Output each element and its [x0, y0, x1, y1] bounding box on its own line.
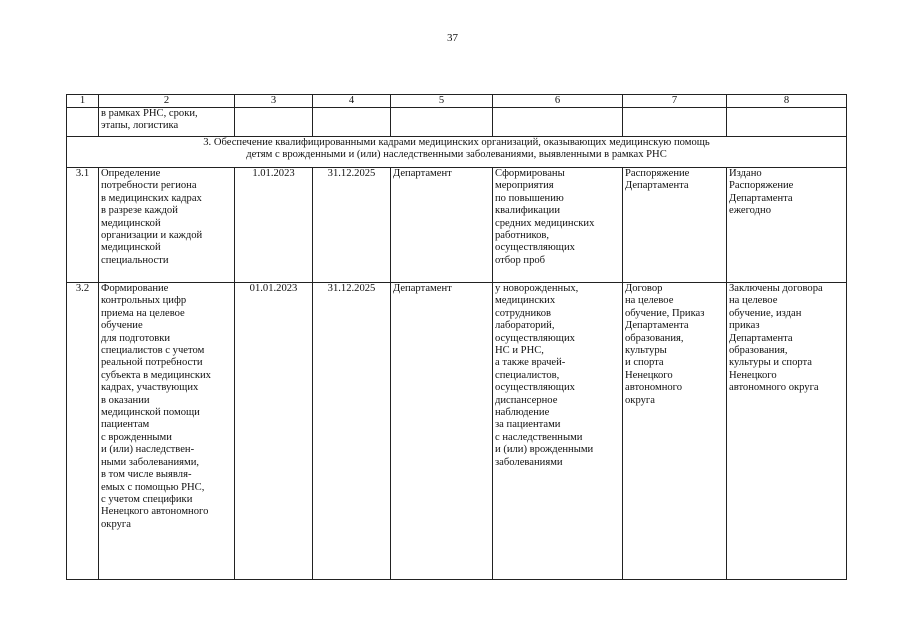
table-row	[67, 283, 847, 580]
continuation-indicator	[727, 108, 847, 137]
plan-table	[66, 94, 847, 580]
header-col-8: 8	[727, 95, 847, 108]
header-col-4: 4	[313, 95, 391, 108]
row-document: Распоряжение Департамента	[623, 168, 727, 283]
header-col-2: 2	[99, 95, 235, 108]
row-end-date: 31.12.2025	[313, 168, 391, 283]
continuation-end	[313, 108, 391, 137]
continuation-responsible	[391, 108, 493, 137]
continuation-result	[493, 108, 623, 137]
continuation-start	[235, 108, 313, 137]
section-title: 3. Обеспечение квалифицированными кадрами медицинских организаций, оказывающих медицинскую помощь детям с врожденными и (или) наследственными заболеваниями, выявленными в рамках РНС	[67, 137, 847, 168]
row-task: Определение потребности региона в медицинских кадрах в разрезе каждой медицинской организации и каждой медицинской специальности	[99, 168, 235, 283]
header-col-7: 7	[623, 95, 727, 108]
table-row	[67, 168, 847, 283]
row-end-date: 31.12.2025	[313, 283, 391, 580]
row-document: Договор на целевое обучение, Приказ Департамента образования, культуры и спорта Ненецкого автономного округа	[623, 283, 727, 580]
header-col-6: 6	[493, 95, 623, 108]
row-result: Сформированы мероприятия по повышению квалификации средних медицинских работников, осуществляющих отбор проб	[493, 168, 623, 283]
section-row	[67, 137, 847, 168]
continuation-document	[623, 108, 727, 137]
header-col-5: 5	[391, 95, 493, 108]
row-number: 3.1	[67, 168, 99, 283]
row-responsible: Департамент	[391, 283, 493, 580]
row-number: 3.2	[67, 283, 99, 580]
row-responsible: Департамент	[391, 168, 493, 283]
page-number: 37	[447, 32, 458, 44]
row-task: Формирование контрольных цифр приема на целевое обучение для подготовки специалистов с учетом реальной потребности субъекта в медицинских кадрах, участвующих в оказании медицинской помощи пациентам с врожденными и (или) наследствен- ными заболеваниями, в том числе выявля- емых с помощью РНС, с учетом специфики Ненецкого автономного округа	[99, 283, 235, 580]
continuation-row	[67, 108, 847, 137]
continuation-task: в рамках РНС, сроки, этапы, логистика	[99, 108, 235, 137]
row-start-date: 01.01.2023	[235, 283, 313, 580]
row-start-date: 1.01.2023	[235, 168, 313, 283]
row-indicator: Заключены договора на целевое обучение, издан приказ Департамента образования, культуры и спорта Ненецкого автономного округа	[727, 283, 847, 580]
continuation-num	[67, 108, 99, 137]
row-result: у новорожденных, медицинских сотрудников лабораторий, осуществляющих НС и РНС, а также врачей- специалистов, осуществляющих диспансерное наблюдение за пациентами с наследственными и (или) врожденными заболеваниями	[493, 283, 623, 580]
row-indicator: Издано Распоряжение Департамента ежегодно	[727, 168, 847, 283]
header-col-3: 3	[235, 95, 313, 108]
header-col-1: 1	[67, 95, 99, 108]
header-row	[67, 95, 847, 108]
